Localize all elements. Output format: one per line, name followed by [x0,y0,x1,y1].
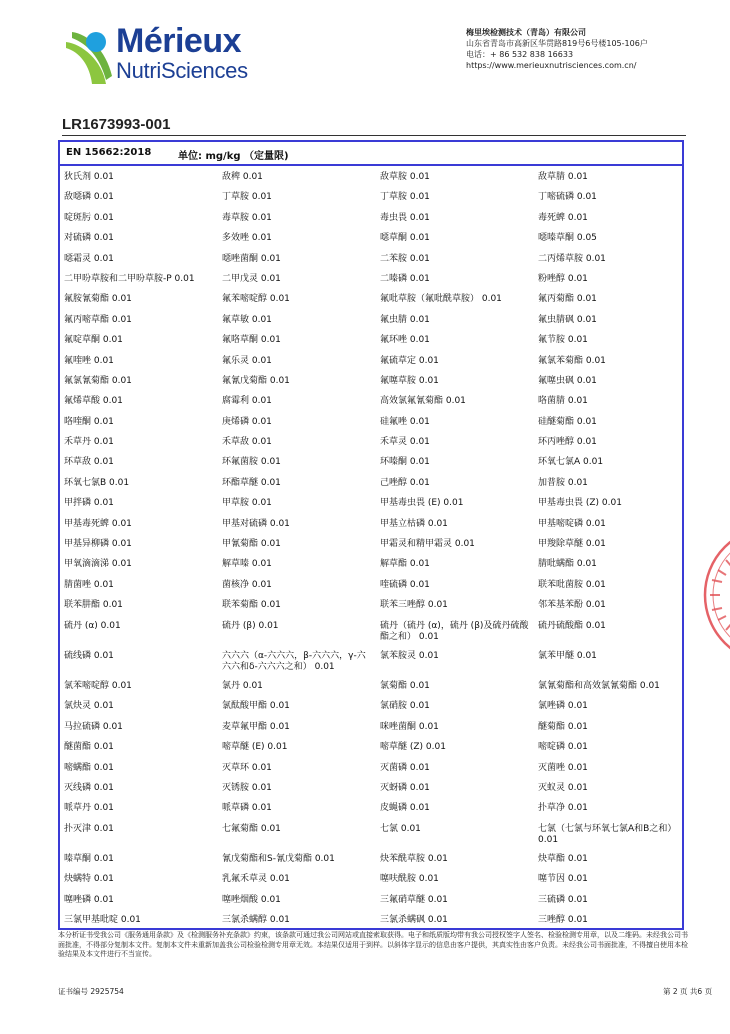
unit-label: 单位: mg/kg （定量限) [178,151,289,162]
table-row [64,190,680,210]
analyte-cell: 丁草胺 0.01 [380,192,430,203]
analyte-cell: 氟节胺 0.01 [538,335,588,346]
analyte-cell: 加普胺 0.01 [538,477,588,488]
method-standard: EN 15662:2018 [66,147,152,158]
analyte-cell: 环氧七氯A 0.01 [538,457,604,468]
analyte-cell: 腈吡螨酯 0.01 [538,559,597,570]
analyte-cell: 环嗪酮 0.01 [380,457,430,468]
analyte-cell: 氯苯甲醚 0.01 [538,650,597,661]
analyte-cell: 噻呋酰胺 0.01 [380,874,439,885]
analyte-cell: 氯氰菊酯和高效氯氰菊酯 0.01 [538,680,660,691]
disclaimer-text: 本分析证书受我公司《服务通用条款》及《检测服务补充条款》约束，该条款可通过我公司网站或直接索取获得。电子和纸质版均带有我公司授权签字人签名、检验检测专用章，以及二维码。未经我公司书面批准，不得部分复制本文件。复制本文件未重新加盖我公司检验检测专用章无效。本结果仅适用于到样。以斜体字显示的信息由客户提供，其真实性由客户负责。未经我公司书面批准，不得擅自使用本检验结果及本文件进行不当宣传。 [58,931,688,958]
analyte-cell: 二嗪磷 0.01 [380,273,430,284]
analyte-cell: 氟氯苯菊酯 0.01 [538,355,606,366]
analyte-cell: 硅氟唑 0.01 [380,416,430,427]
analyte-cell: 毒虫畏 0.01 [380,212,430,223]
analyte-cell: 氟丙菊酯 0.01 [538,294,597,305]
analyte-cell: 氟丙嘧草酯 0.01 [64,314,132,325]
analyte-cell: 粉唑醇 0.01 [538,273,588,284]
analyte-cell: 醚菌酯 0.01 [64,742,114,753]
analyte-cell: 嘧啶磷 0.01 [538,742,588,753]
table-row [64,333,680,353]
table-row [64,231,680,251]
analyte-cell: 马拉硫磷 0.01 [64,721,123,732]
analyte-cell: 联苯三唑醇 0.01 [380,600,448,611]
analyte-cell: 氟虫腈 0.01 [380,314,430,325]
analyte-cell: 醚菊酯 0.01 [538,721,588,732]
analyte-cell: 甲基毒死蜱 0.01 [64,518,132,529]
analyte-cell: 氟硫草定 0.01 [380,355,439,366]
table-row [64,619,680,649]
analyte-cell: 氟喹唑 0.01 [64,355,114,366]
table-row [64,649,680,679]
certificate-number: 证书编号 2925754 [58,987,124,996]
analyte-cell: 氟吡草胺（氟吡酰草胺） 0.01 [380,294,502,305]
analyte-cell: 甲拌磷 0.01 [64,498,114,509]
analyte-cell: 己唑醇 0.01 [380,477,430,488]
analyte-cell: 咯菌腈 0.01 [538,396,588,407]
analyte-cell: 甲基毒虫畏 (Z) 0.01 [538,498,622,509]
analyte-cell: 高效氯氟氰菊酯 0.01 [380,396,466,407]
analyte-cell: 三氟硝草醚 0.01 [380,894,448,905]
table-row [64,394,680,414]
analyte-cell: 氟苯嘧啶醇 0.01 [222,294,290,305]
table-row [64,598,680,618]
analyte-cell: 灭蚜磷 0.01 [380,782,430,793]
analyte-cell: 环草敌 0.01 [64,457,114,468]
table-row [64,699,680,719]
analyte-cell: 噻唑磷 0.01 [64,894,114,905]
analyte-cell: 炔苯酰草胺 0.01 [380,853,448,864]
analyte-cell: 甲羧除草醚 0.01 [538,539,606,550]
analyte-cell: 毒死蜱 0.01 [538,212,588,223]
analyte-cell: 丁草胺 0.01 [222,192,272,203]
analyte-cell: 噻唑烟酸 0.01 [222,894,281,905]
analyte-cell: 甲基对硫磷 0.01 [222,518,290,529]
table-row [64,893,680,913]
analyte-cell: 甲氧滴滴涕 0.01 [64,559,132,570]
analyte-cell: 敌草腈 0.01 [538,172,588,182]
company-info [466,27,726,71]
analyte-cell: 噁嗪草酮 0.05 [538,233,597,244]
table-row [64,679,680,699]
analyte-cell: 二苯胺 0.01 [380,253,430,264]
analyte-cell: 氟氰戊菊酯 0.01 [222,375,290,386]
analyte-cell: 甲基立枯磷 0.01 [380,518,448,529]
analyte-cell: 灭草环 0.01 [222,762,272,773]
analyte-cell: 二丙烯草胺 0.01 [538,253,606,264]
analyte-cell: 敌草胺 0.01 [380,172,430,182]
company-seal-stamp [698,520,730,670]
analyte-cell: 联苯肼酯 0.01 [64,600,123,611]
analyte-cell: 硫线磷 0.01 [64,650,114,661]
table-row [64,252,680,272]
table-row [64,435,680,455]
company-name: 梅里埃检测技术（青岛）有限公司 [466,28,586,37]
analyte-cell: 乳氟禾草灵 0.01 [222,874,290,885]
analyte-cell: 炔螨特 0.01 [64,874,114,885]
table-row [64,781,680,801]
analyte-cell: 环丙唑醇 0.01 [538,437,597,448]
table-row [64,720,680,740]
analyte-cell: 噁草酮 0.01 [380,233,430,244]
analyte-cell: 扑草净 0.01 [538,803,588,814]
analyte-cell: 腈菌唑 0.01 [64,579,114,590]
analyte-cell: 对硫磷 0.01 [64,233,114,244]
analyte-cell: 噁唑菌酮 0.01 [222,253,281,264]
analyte-cell: 氯菊酯 0.01 [380,680,430,691]
table-row [64,496,680,516]
analyte-cell: 禾草灵 0.01 [380,437,430,448]
analyte-cell: 氟乐灵 0.01 [222,355,272,366]
analyte-cell: 六六六（α-六六六，β-六六六，γ-六六六和δ-六六六之和） 0.01 [222,650,366,673]
table-row [64,801,680,821]
analyte-cell: 嗪草酮 0.01 [64,853,114,864]
table-row [64,211,680,231]
analyte-cell: 灭锈胺 0.01 [222,782,272,793]
analyte-cell: 噁霜灵 0.01 [64,253,114,264]
report-id: LR1673993-001 [62,116,171,133]
analyte-cell: 甲霜灵和精甲霜灵 0.01 [380,539,475,550]
analyte-cell: 嘧草醚 (Z) 0.01 [380,742,446,753]
table-row [64,578,680,598]
analyte-cell: 解草嗪 0.01 [222,559,272,570]
analyte-cell: 甲基异柳磷 0.01 [64,539,132,550]
analyte-cell: 硫丹 (α) 0.01 [64,620,121,631]
analyte-cell: 环氧七氯B 0.01 [64,477,130,488]
table-row [64,761,680,781]
analyte-cell: 灭线磷 0.01 [64,782,114,793]
results-table [58,140,684,930]
analyte-cell: 硫丹（硫丹 (α)，硫丹 (β)及硫丹硫酸酯之和） 0.01 [380,620,529,643]
analyte-cell: 甲氰菊酯 0.01 [222,539,281,550]
analyte-cell: 菌核净 0.01 [222,579,272,590]
table-row [64,374,680,394]
analyte-cell: 敌稗 0.01 [222,172,263,182]
analyte-cell: 氟噻草胺 0.01 [380,375,439,386]
analyte-cell: 七氯 0.01 [380,823,421,834]
analyte-cell: 皮蝇磷 0.01 [380,803,430,814]
report-divider [62,135,686,136]
logo-brand-subname: NutriSciences [116,58,248,83]
analyte-cell: 氯苯嘧啶醇 0.01 [64,680,132,691]
analyte-cell: 硅醚菊酯 0.01 [538,416,597,427]
analyte-cell: 七氟菊酯 0.01 [222,823,281,834]
analyte-cell: 狄氏剂 0.01 [64,172,114,182]
analyte-cell: 二甲戊灵 0.01 [222,273,281,284]
table-row [64,313,680,333]
analyte-cell: 炔草酯 0.01 [538,853,588,864]
analyte-cell: 麦草氟甲酯 0.01 [222,721,290,732]
analyte-cell: 嘧草醚 (E) 0.01 [222,742,288,753]
analyte-cell: 禾草敌 0.01 [222,437,272,448]
analyte-cell: 庚烯磷 0.01 [222,416,272,427]
analyte-cell: 氟氯氰菊酯 0.01 [64,375,132,386]
analyte-cell: 禾草丹 0.01 [64,437,114,448]
analyte-cell: 氟咯草酮 0.01 [222,335,281,346]
analyte-cell: 灭菌唑 0.01 [538,762,588,773]
table-row [64,272,680,292]
analyte-cell: 扑灭津 0.01 [64,823,114,834]
analyte-cell: 硫丹硫酸酯 0.01 [538,620,606,631]
logo-brand-name: Mérieux [116,22,241,60]
analyte-cell: 氯唑磷 0.01 [538,701,588,712]
analyte-cell: 氟啶草酮 0.01 [64,335,123,346]
analyte-cell: 邻苯基苯酚 0.01 [538,600,606,611]
analyte-cell: 氟环唑 0.01 [380,335,430,346]
table-row [64,517,680,537]
analyte-cell: 哌草丹 0.01 [64,803,114,814]
analyte-cell: 氟噻虫砜 0.01 [538,375,597,386]
analyte-cell: 氯酞酸甲酯 0.01 [222,701,290,712]
analyte-cell: 咪唑菌酮 0.01 [380,721,439,732]
table-row [64,872,680,892]
analyte-cell: 硫丹 (β) 0.01 [222,620,279,631]
company-address: 山东省青岛市高新区华贯路819号6号楼105-106户 [466,39,648,48]
analyte-cell: 腐霉利 0.01 [222,396,272,407]
analyte-cell: 七氯（七氯与环氧七氯A和B之和）0.01 [538,823,677,846]
table-row [64,415,680,435]
table-row [64,170,680,190]
analyte-cell: 氰戊菊酯和S-氰戊菊酯 0.01 [222,853,335,864]
analyte-cell: 噻节因 0.01 [538,874,588,885]
company-url[interactable]: https://www.merieuxnutrisciences.com.cn/ [466,61,637,70]
table-row [64,455,680,475]
table-row [64,537,680,557]
analyte-cell: 三氯甲基吡啶 0.01 [64,915,141,926]
analyte-cell: 敌噁磷 0.01 [64,192,114,203]
analyte-cell: 灭菌磷 0.01 [380,762,430,773]
analyte-cell: 毒草胺 0.01 [222,212,272,223]
analyte-cell: 三唑醇 0.01 [538,915,588,926]
table-row [64,740,680,760]
analyte-cell: 联苯菊酯 0.01 [222,600,281,611]
analyte-grid [64,170,680,933]
analyte-cell: 三硫磷 0.01 [538,894,588,905]
analyte-cell: 哌草磷 0.01 [222,803,272,814]
analyte-cell: 喹硫磷 0.01 [380,579,430,590]
analyte-cell: 三氯杀螨砜 0.01 [380,915,448,926]
table-header [60,142,682,166]
page-number: 第 2 页 共6 页 [663,987,713,996]
analyte-cell: 氯硝胺 0.01 [380,701,430,712]
analyte-cell: 环酯草醚 0.01 [222,477,281,488]
table-row [64,822,680,852]
analyte-cell: 氟草敏 0.01 [222,314,272,325]
analyte-cell: 三氯杀螨醇 0.01 [222,915,290,926]
analyte-cell: 嘧螨酯 0.01 [64,762,114,773]
analyte-cell: 啶斑肟 0.01 [64,212,114,223]
analyte-cell: 多效唑 0.01 [222,233,272,244]
analyte-cell: 联苯吡菌胺 0.01 [538,579,606,590]
analyte-cell: 甲基毒虫畏 (E) 0.01 [380,498,464,509]
analyte-cell: 氯丹 0.01 [222,680,263,691]
analyte-cell: 氯炔灵 0.01 [64,701,114,712]
table-row [64,476,680,496]
table-row [64,557,680,577]
analyte-cell: 环氟菌胺 0.01 [222,457,281,468]
table-row [64,354,680,374]
analyte-cell: 灭蚁灵 0.01 [538,782,588,793]
analyte-cell: 二甲吩草胺和二甲吩草胺-P 0.01 [64,273,195,284]
analyte-cell: 甲基嘧啶磷 0.01 [538,518,606,529]
analyte-cell: 氟虫腈砜 0.01 [538,314,597,325]
analyte-cell: 氟烯草酸 0.01 [64,396,123,407]
analyte-cell: 氯苯胺灵 0.01 [380,650,439,661]
analyte-cell: 解草酯 0.01 [380,559,430,570]
table-row [64,292,680,312]
analyte-cell: 丁嘧硫磷 0.01 [538,192,597,203]
company-phone: 电话：+ 86 532 838 16633 [466,50,574,59]
analyte-cell: 甲草胺 0.01 [222,498,272,509]
analyte-cell: 咯喹酮 0.01 [64,416,114,427]
table-row [64,852,680,872]
analyte-cell: 氟胺氰菊酯 0.01 [64,294,132,305]
